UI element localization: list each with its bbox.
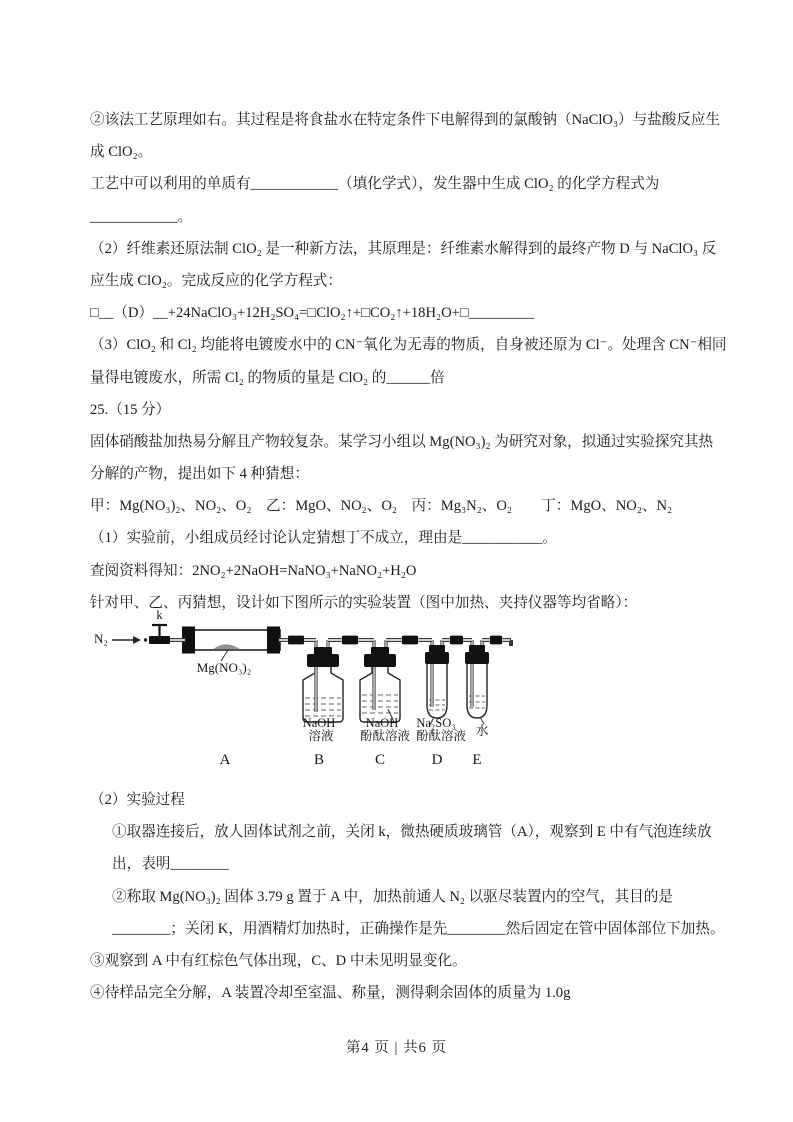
- text-line: （1）实验前，小组成员经讨论认定猜想丁不成立，理由是___________。: [90, 530, 558, 547]
- letter-a: A: [219, 752, 231, 768]
- text-line: ④待样品完全分解，A 装置冷却至室温、称量，测得剩余固体的质量为 1.0g: [90, 985, 571, 1002]
- text-line: 甲：Mg(NO₃)₂、NO₂、O₂ 乙：MgO、NO₂、O₂ 丙：Mg₃N₂、O₂ 丁：MgO、NO₂、N₂: [90, 498, 673, 515]
- text-line: 出，表明________: [112, 856, 229, 873]
- text-line: （3）ClO₂ 和 Cl₂ 均能将电镀废水中的 CN⁻氧化为无毒的物质，自身被还原为 Cl⁻。处理含 CN⁻相同: [90, 337, 727, 354]
- bottle-b-reagent-line2: 溶液: [308, 729, 334, 743]
- bottle-c-reagent-line1: NaOH: [365, 716, 399, 730]
- text-line: ②称取 Mg(NO₃)₂ 固体 3.79 g 置于 A 中，加热前通人 N₂ 以驱尽装置内的空气，其目的是: [112, 888, 673, 905]
- tube-e-water-label: 水: [475, 723, 489, 738]
- text-line: ②该法工艺原理如右。其过程是将食盐水在特定条件下电解得到的氯酸钠（NaClO₃）与盐酸反应生: [90, 112, 721, 128]
- tube-a: [182, 627, 280, 662]
- question-text-upper: [90, 104, 740, 619]
- stoppers: [307, 645, 489, 667]
- tube-d-reagent-line1: Na₂SO₃: [416, 716, 456, 730]
- sample-label: Mg(NO₃)₂: [196, 660, 252, 675]
- text-line: 分解的产物，提出如下 4 种猜想：: [90, 466, 309, 483]
- letter-b: B: [313, 752, 325, 768]
- bottle-c-reagent-line2: 酚酞溶液: [359, 729, 411, 743]
- text-line: ____________。: [90, 208, 193, 225]
- valve-k-label: k: [156, 608, 163, 622]
- text-line: 成 ClO₂。: [90, 144, 153, 161]
- letter-e: E: [472, 752, 482, 768]
- text-line: 固体硝酸盐加热易分解且产物较复杂。某学习小组以 Mg(NO₃)₂ 为研究对象，拟通过实验探究其热: [90, 433, 714, 450]
- question-text-lower: [90, 784, 740, 1009]
- text-line: 应生成 ClO₂。完成反应的化学方程式：: [90, 272, 342, 289]
- text-line: □__（D）__+24NaClO₃+12H₂SO₄=□ClO₂↑+□CO₂↑+18H₂O+□_________: [90, 305, 535, 322]
- letter-d: D: [431, 752, 443, 768]
- text-line: 查阅资料得知：2NO₂+2NaOH=NaNO₃+NaNO₂+H₂O: [90, 562, 417, 579]
- page-footer: [0, 1036, 793, 1057]
- letter-c: C: [374, 752, 386, 768]
- n2-gas-label: N₂: [94, 631, 108, 646]
- apparatus-diagram: [88, 608, 528, 790]
- text-line: ③观察到 A 中有红棕色气体出现，C、D 中未见明显变化。: [90, 952, 467, 969]
- arrow-icon: [133, 636, 141, 644]
- text-line: 25.（15 分）: [90, 401, 171, 418]
- wash-bottle-c: [360, 666, 400, 722]
- text-line: 工艺中可以利用的单质有____________（填化学式），发生器中生成 ClO₂ 的化学方程式为: [90, 176, 660, 193]
- text-line: 量得电镀废水，所需 Cl₂ 的物质的量是 ClO₂ 的______倍: [90, 369, 445, 386]
- test-tube-e: [467, 657, 487, 724]
- apparatus-drawing: [88, 612, 528, 790]
- page-number: 第4 页 | 共6 页: [346, 1040, 447, 1056]
- test-tube-d: [427, 657, 447, 725]
- text-line: （2）纤维素还原法制 ClO₂ 是一种新方法，其原理是：纤维素水解得到的最终产物 D 与 NaClO₃ 反: [90, 240, 717, 257]
- gas-inlet-valve: [112, 625, 170, 644]
- bottle-b-reagent-line1: NaOH: [302, 716, 336, 730]
- text-line: ①取器连接后，放人固体试剂之前，关闭 k，微热硬质玻璃管（A），观察到 E 中有气泡连续放: [112, 824, 712, 841]
- text-line: ________；关闭 K，用酒精灯加热时，正确操作是先________然后固定在管中固体部位下加热。: [112, 920, 725, 937]
- tube-d-reagent-line2: 酚酞溶液: [415, 729, 467, 743]
- wash-bottle-b: [303, 666, 343, 722]
- text-line: 针对甲、乙、丙猜想，设计如下图所示的实验装置（图中加热、夹持仪器等均省略）：: [90, 594, 638, 611]
- text-line: （2）实验过程: [90, 792, 185, 808]
